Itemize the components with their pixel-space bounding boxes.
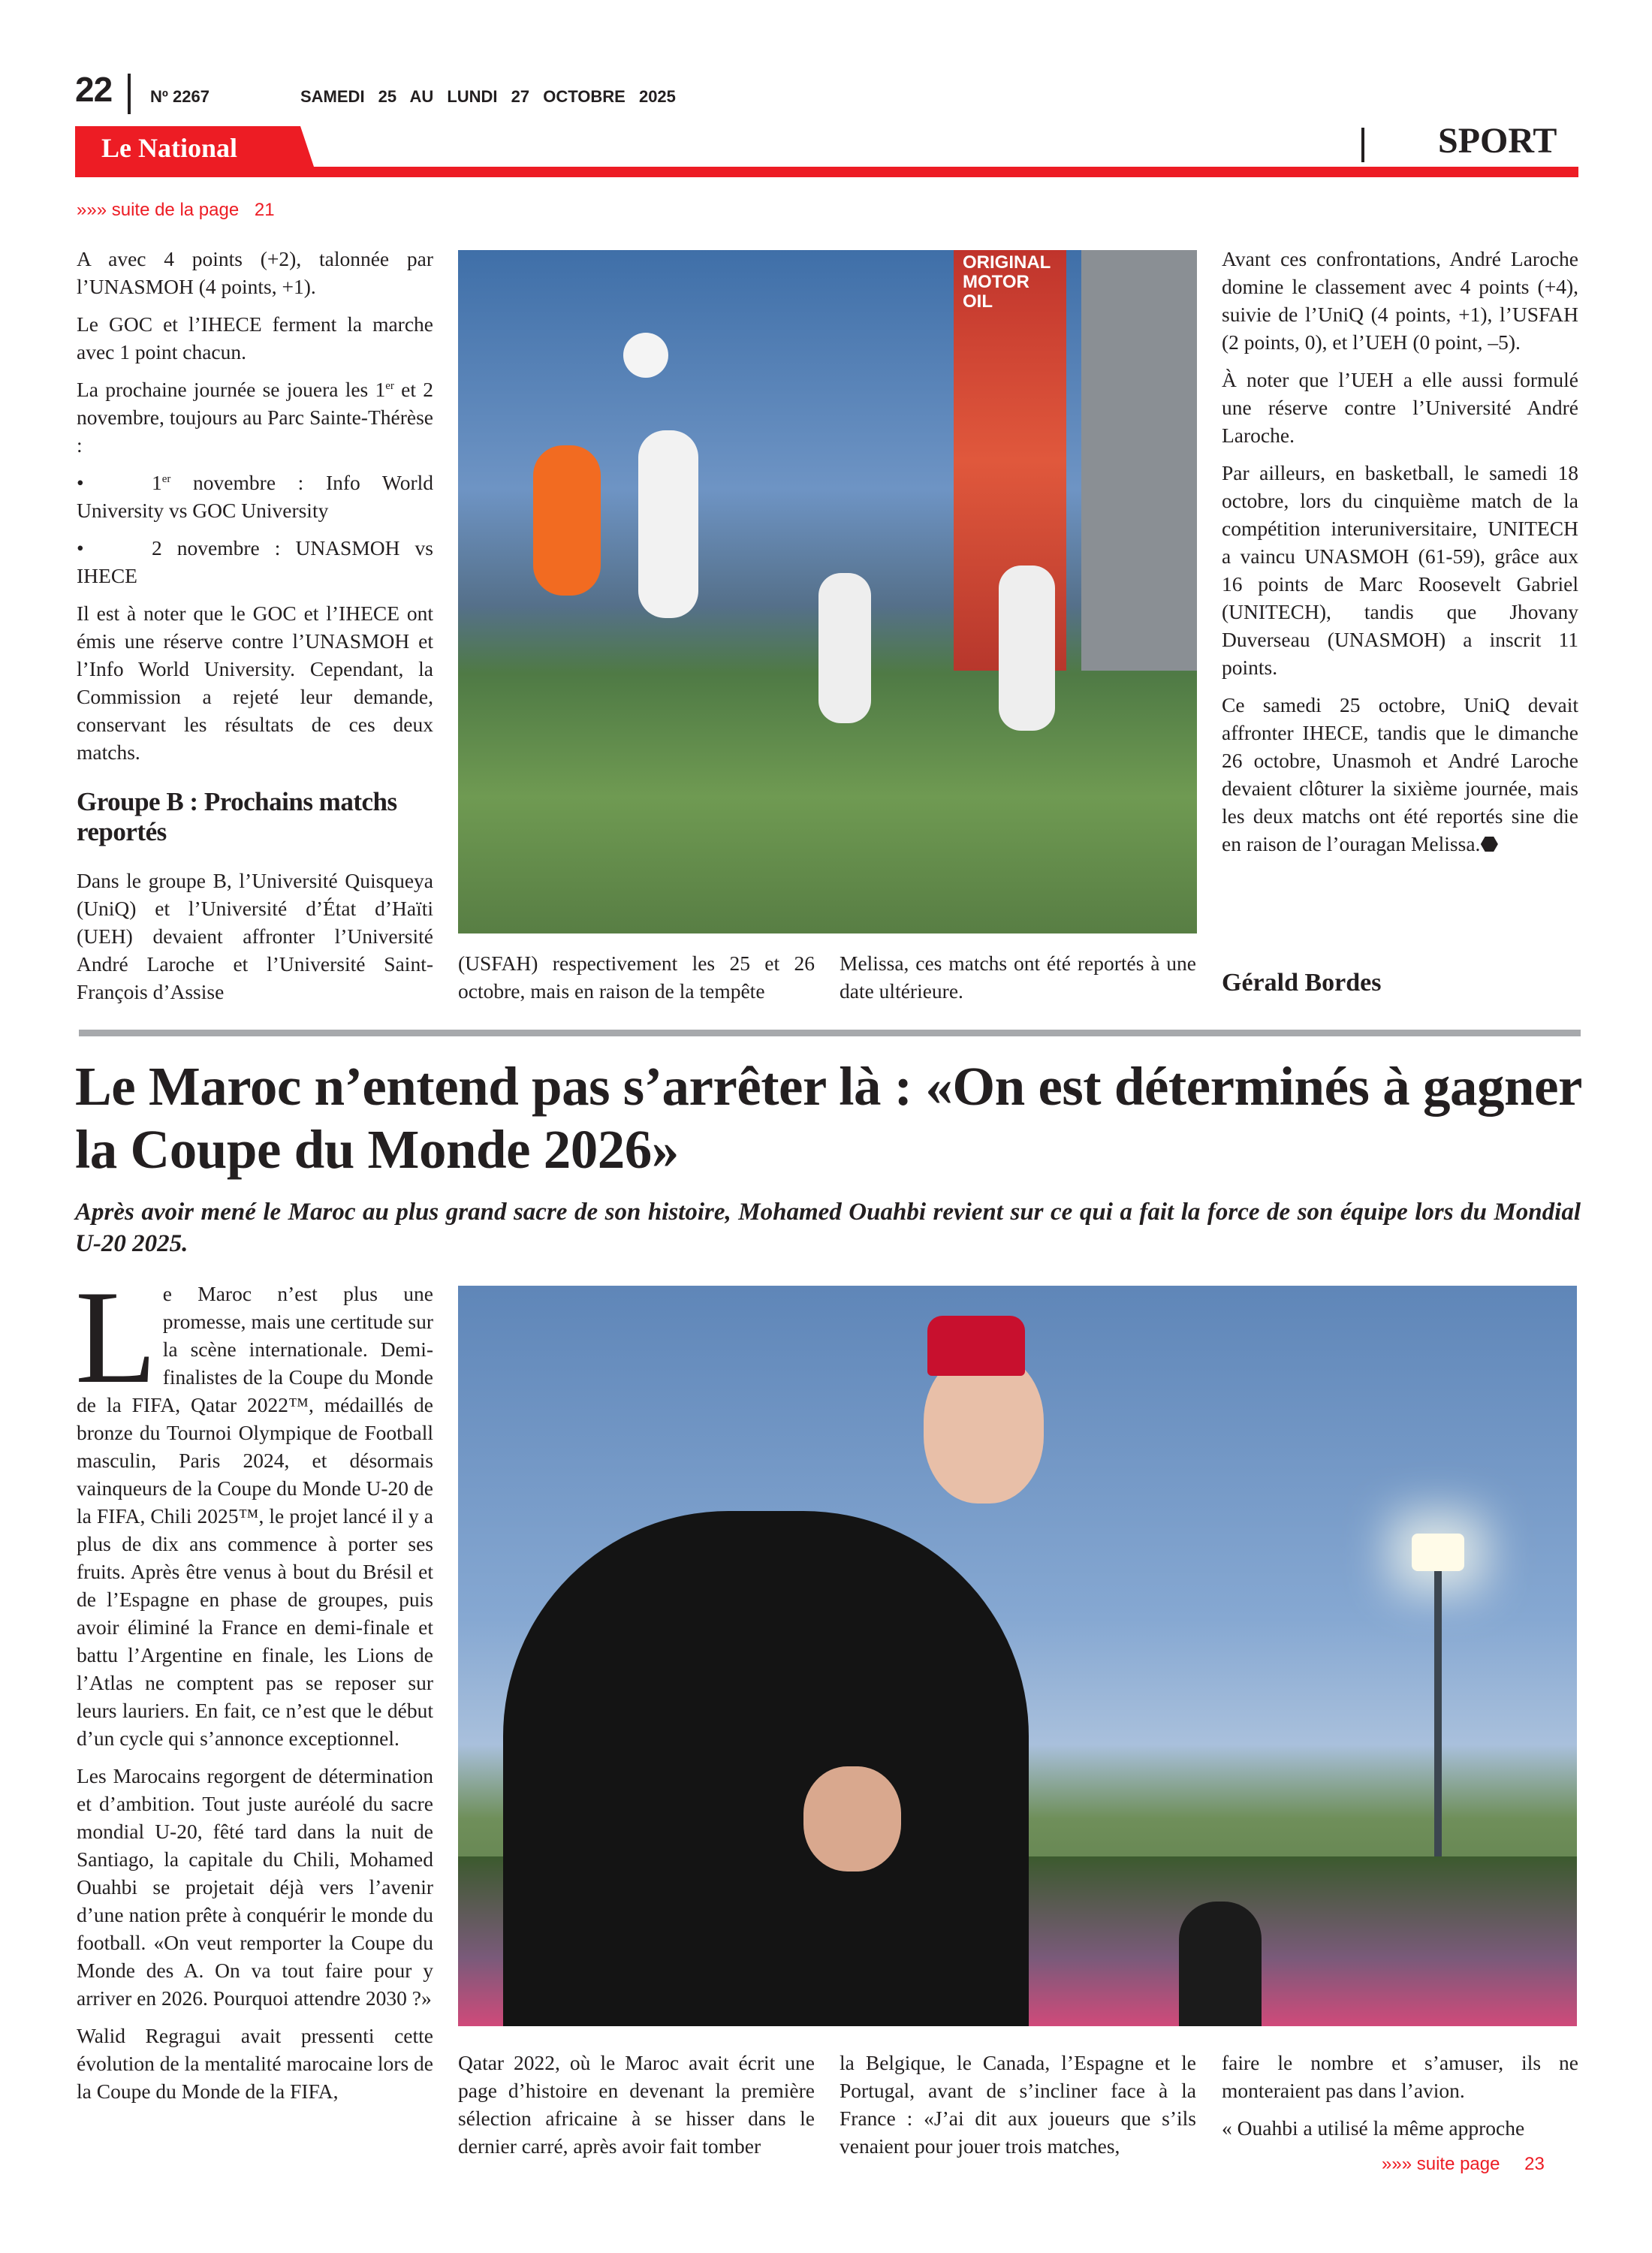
paragraph: Le GOC et l’IHECE ferment la marche avec 1 point chacun.	[77, 312, 433, 363]
list-item	[77, 469, 433, 524]
arrows-icon: »»»	[77, 200, 107, 220]
text: et 2 novembre, toujours au Parc Sainte-Thérèse :	[77, 378, 433, 457]
superscript: er	[161, 472, 171, 485]
paragraph	[77, 376, 433, 459]
end-mark-icon: ⬣	[1480, 832, 1499, 855]
paragraph: À noter que l’UEH a elle aussi formulé une réserve contre l’Université André Laroche.	[1222, 368, 1578, 447]
paragraph: Walid Regragui avait pressenti cette évolution de la mentalité marocaine lors de la Coupe du Monde de la FIFA,	[77, 2024, 433, 2103]
continued-page: 23	[1524, 2154, 1545, 2174]
drop-cap: L	[75, 1262, 157, 1411]
page-number: 22	[75, 70, 113, 109]
continued-to	[1382, 2154, 1545, 2175]
football-match-photo	[458, 250, 1197, 933]
article2-column-1	[75, 1262, 433, 2115]
article1-column-4	[1222, 245, 1578, 867]
paragraph: Les Marocains regorgent de détermination et d’ambition. Tout juste auréolé du sacre mondial U-20, fêté tard dans la nuit de Santiago, la capitale du Chili, Mohamed Ouahbi se projetait déjà vers l’avenir d’une nation prête à conquérir le monde du football. «On veut remporter la Coupe du Monde des A. On va tout faire pour y arriver en 2026. Pourquoi attendre 2030 ?»	[77, 1764, 433, 2010]
text: Ce samedi 25 octobre, UniQ devait affronter IHECE, tandis que le dimanche 26 octobre, Unasmoh et André Laroche devaient clôturer la sixième journée, mais les deux matchs ont été reportés sine die en raison de l’ouragan Melissa.	[1222, 693, 1578, 855]
article2-column-4	[1222, 2049, 1578, 2152]
article1-column-2: (USFAH) respectivement les 25 et 26 octobre, mais en raison de la tempête	[458, 952, 815, 1003]
paragraph: faire le nombre et s’amuser, ils ne monteraient pas dans l’avion.	[1222, 2051, 1578, 2102]
article1-column-1	[77, 245, 433, 1015]
article2-column-2: Qatar 2022, où le Maroc avait écrit une page d’histoire en devenant la première sélection africaine à se hisser dans le dernier carré, après avoir fait tomber	[458, 2051, 815, 2158]
issue-date: SAMEDI 25 AU LUNDI 27 OCTOBRE 2025	[300, 87, 676, 106]
paragraph: Il est à noter que le GOC et l’IHECE ont émis une réserve contre l’UNASMOH et l’Info World University. Cependant, la Commission a rejeté leur demande, conservant les résultats de ces deux matchs.	[77, 602, 433, 764]
paragraph: Avant ces confrontations, André Laroche domine le classement avec 4 points (+4), suivie de l’UniQ (4 points, +1), l’USFAH (2 points, 0), et l’UEH (0 point, –5).	[1222, 247, 1578, 354]
arrows-icon: »»»	[1382, 2154, 1412, 2174]
article1-column-3: Melissa, ces matchs ont été reportés à une date ultérieure.	[840, 952, 1196, 1003]
author-signature: Gérald Bordes	[1222, 969, 1382, 997]
continued-label: suite page	[1416, 2154, 1500, 2174]
paragraph: A avec 4 points (+2), talonnée par l’UNASMOH (4 points, +1).	[77, 247, 433, 298]
article-divider	[79, 1030, 1581, 1036]
divider	[1361, 128, 1364, 162]
paragraph: Dans le groupe B, l’Université Quisqueya (UniQ) et l’Université d’État d’Haïti (UEH) devaient affronter l’Université André Laroche et l’Université Saint-François d’Assise	[77, 869, 433, 1003]
list-item	[77, 534, 433, 590]
coach-celebration-photo	[458, 1286, 1577, 2026]
paragraph	[1222, 691, 1578, 858]
continued-label: suite de la page	[111, 200, 240, 220]
issue-number: Nº 2267	[150, 87, 210, 106]
divider	[128, 74, 131, 114]
bullet-icon: •	[77, 471, 84, 494]
article2-column-3: la Belgique, le Canada, l’Espagne et le Portugal, avant de s’incliner face à la France : «J’ai dit aux joueurs que s’ils venaient pour jouer trois matches,	[840, 2051, 1196, 2158]
subheadline: Après avoir mené le Maroc au plus grand sacre de son histoire, Mohamed Ouahbi revient sur ce qui a fait la force de son équipe lors du Mondial U-20 2025.	[75, 1199, 1581, 1257]
text: La prochaine journée se jouera les 1	[77, 378, 386, 401]
paragraph: Par ailleurs, en basketball, le samedi 18 octobre, lors du cinquième match de la compétition interuniversitaire, UNITECH a vaincu UNASMOH (61-59), grâce aux 16 points de Marc Roosevelt Gabriel (UNITECH), tandis que Jhovany Duverseau (UNASMOH) a inscrit 11 points.	[1222, 461, 1578, 679]
text: 2 novembre : UNASMOH vs IHECE	[77, 536, 433, 587]
subheading: Groupe B : Prochains matchs reportés	[77, 787, 397, 846]
header-rule	[75, 167, 1578, 177]
section-title: SPORT	[1438, 121, 1557, 161]
superscript: er	[385, 379, 394, 392]
headline: Le Maroc n’entend pas s’arrêter là : «On est déterminés à gagner la Coupe du Monde 2026»	[75, 1056, 1581, 1180]
paragraph	[75, 1262, 433, 1752]
bullet-icon: •	[77, 536, 84, 559]
continued-page: 21	[254, 200, 275, 220]
brand-logo: Le National	[101, 133, 238, 163]
text: novembre : Info World University vs GOC University	[77, 471, 433, 522]
text: 1	[152, 471, 162, 494]
ad-signage: ORIGINAL MOTOR OIL	[963, 252, 1051, 312]
text: e Maroc n’est plus une promesse, mais une certitude sur la scène internationale. Demi-finalistes de la Coupe du Monde de la FIFA, Qatar 2022™, médaillés de bronze du Tournoi Olympique de Football masculin, Paris 2024, et désormais vainqueurs de la Coupe du Monde U-20 de la FIFA, Chili 2025™, le projet lancé il y a plus de dix ans commence à porter ses fruits. Après être venus à bout du Brésil et de l’Espagne en phase de groupes, puis avoir éliminé la France en demi-finale et battu l’Argentine en finale, les Lions de l’Atlas ne comptent pas se reposer sur leurs lauriers. En fait, ce n’est que le début d’un cycle qui s’annonce exceptionnel.	[77, 1282, 433, 1750]
continued-from	[77, 200, 275, 221]
paragraph: « Ouahbi a utilisé la même approche	[1222, 2116, 1525, 2140]
